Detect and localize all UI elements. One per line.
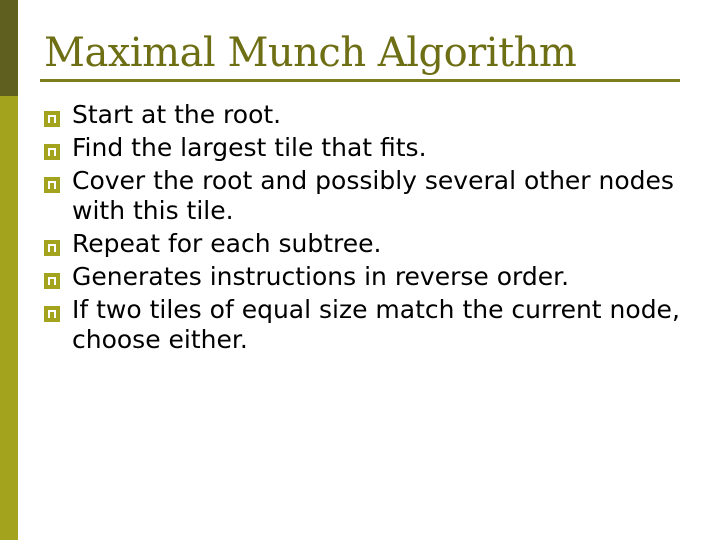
square-bullet-icon bbox=[44, 306, 60, 322]
square-bullet-icon bbox=[44, 144, 60, 160]
bullet-item bbox=[44, 295, 680, 355]
left-accent-bar bbox=[0, 0, 18, 540]
bullet-text: Start at the root. bbox=[72, 100, 282, 129]
bullet-text: Generates instructions in reverse order. bbox=[72, 262, 570, 291]
square-bullet-icon bbox=[44, 111, 60, 127]
square-bullet-icon bbox=[44, 177, 60, 193]
bullet-text: Find the largest tile that fits. bbox=[72, 133, 427, 162]
bullet-text: Cover the root and possibly several other nodes with this tile. bbox=[72, 166, 674, 225]
left-accent-bar-top bbox=[0, 0, 18, 96]
title-underline bbox=[40, 79, 680, 82]
square-bullet-icon bbox=[44, 273, 60, 289]
bullet-text: If two tiles of equal size match the current node, choose either. bbox=[72, 295, 680, 354]
bullet-item bbox=[44, 133, 680, 163]
bullet-item bbox=[44, 100, 680, 130]
bullet-item bbox=[44, 166, 680, 226]
bullet-item bbox=[44, 262, 680, 292]
bullet-text: Repeat for each subtree. bbox=[72, 229, 382, 258]
bullet-item bbox=[44, 229, 680, 259]
slide-title: Maximal Munch Algorithm bbox=[44, 30, 577, 76]
bullet-list bbox=[44, 100, 680, 358]
square-bullet-icon bbox=[44, 240, 60, 256]
